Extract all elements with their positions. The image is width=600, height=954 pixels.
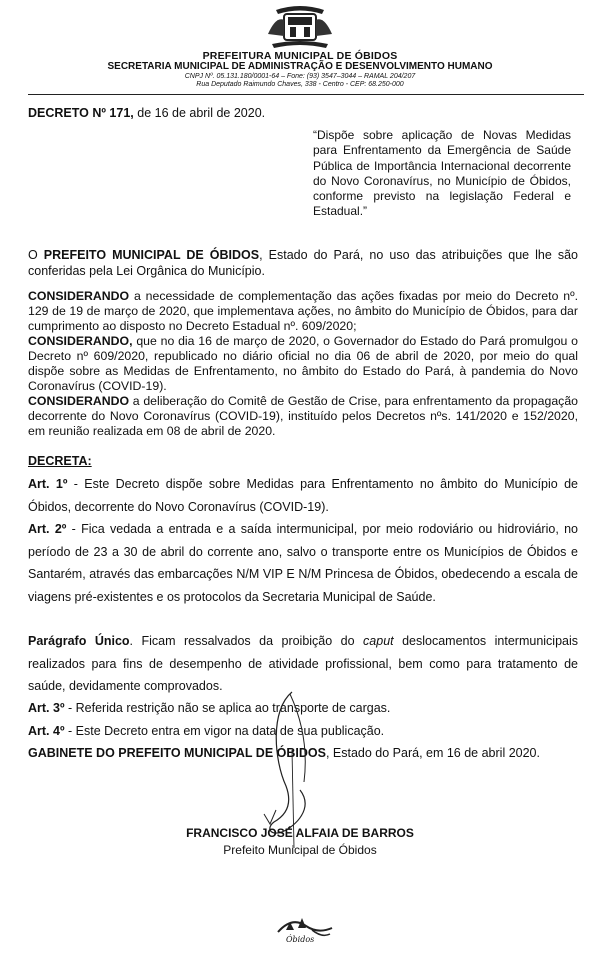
article-2 — [28, 518, 578, 608]
article-label: Art. 1º — [28, 477, 68, 491]
paragraph-text: deslocamentos intermunicipais realizados para fins de desempenho de atividade profissional, bem como para tratamento de saúde, devidamente comprovados. — [28, 634, 579, 693]
article-text: - Este Decreto entra em vigor na data de sua publicação. — [64, 724, 385, 738]
header-secretaria: SECRETARIA MUNICIPAL DE ADMINISTRAÇÃO E DESENVOLVIMENTO HUMANO — [107, 61, 493, 72]
decree-ementa: “Dispõe sobre aplicação de Novas Medidas para Enfrentamento da Emergência de Saúde Pública de Importância Internacional decorrente do Novo Coronavírus, no Município de Óbidos, conforme previsto na legislação Federal e Estadual.” — [313, 128, 571, 219]
decree-date: de 16 de abril de 2020. — [133, 106, 266, 120]
considerando-3 — [28, 394, 578, 439]
paragraph-label: Parágrafo Único — [28, 634, 130, 648]
article-text: - Referida restrição não se aplica ao transporte de cargas. — [64, 701, 391, 715]
considerando-text: a necessidade de complementação das ações fixadas por meio do Decreto nº. 129 de 19 de março de 2020, que implementava ações, no âmbito do Município de Óbidos, para dar cumprimento ao disposto no Decreto Estadual nº. 609/2020; — [28, 289, 578, 333]
article-1 — [28, 473, 578, 518]
article-label: Art. 3º — [28, 701, 65, 715]
article-text: - Este Decreto dispõe sobre Medidas para Enfrentamento no âmbito do Município de Óbidos, decorrente do Novo Coronavírus (COVID-19). — [28, 477, 578, 514]
decree-number: DECRETO Nº 171, — [28, 106, 134, 120]
considerando-text: que no dia 16 de março de 2020, o Governador do Estado do Pará promulgou o Decreto nº 609/2020, republicado no diário oficial no dia 06 de abril de 2020, por meio do qual dispõe sobre as Medidas de Enfrentamento, no âmbito do Estado do Pará, à pandemia do Novo Coronavírus (COVID-19). — [28, 334, 578, 393]
municipal-coat-of-arms-icon — [262, 4, 338, 50]
preamble — [28, 248, 578, 279]
paragraph-text: . Ficam ressalvados da proibição do — [129, 634, 364, 648]
paragrafo-unico — [28, 630, 578, 698]
footer-logo-text: Óbidos — [286, 935, 315, 944]
header-divider — [28, 94, 584, 95]
article-label: Art. 4º — [28, 724, 65, 738]
considerando-text: a deliberação do Comitê de Gestão de Crise, para enfrentamento da propagação decorrente do Novo Coronavírus (COVID-19), instituído pelos Decretos nºs. 141/2020 e 152/2020, em reunião realizada em 08 de abril de 2020. — [28, 394, 578, 438]
considerando-label: CONSIDERANDO, — [28, 334, 133, 348]
gabinete-bold: GABINETE DO PREFEITO MUNICIPAL DE ÓBIDOS — [28, 746, 326, 760]
paragraph-caput: caput — [363, 634, 394, 648]
header-prefeitura: PREFEITURA MUNICIPAL DE ÓBIDOS — [202, 50, 398, 62]
considerandos — [28, 289, 578, 439]
header-cnpj-phone: CNPJ Nº. 05.131.180/0001-64 – Fone: (93) 3547–3044 – RAMAL 204/207 — [184, 73, 416, 80]
considerando-1 — [28, 289, 578, 334]
signatory-name: FRANCISCO JOSÉ ALFAIA DE BARROS — [186, 826, 414, 840]
preamble-rest: , Estado do Pará, no uso das atribuições que lhe são conferidas pela Lei Orgânica do Município. — [28, 248, 578, 278]
considerando-label: CONSIDERANDO — [28, 394, 130, 408]
decreta-heading: DECRETA: — [28, 454, 92, 468]
gabinete-rest: , Estado do Pará, em 16 de abril 2020. — [325, 746, 540, 760]
considerando-2 — [28, 334, 578, 394]
preamble-bold: PREFEITO MUNICIPAL DE ÓBIDOS — [43, 248, 260, 262]
header-address: Rua Deputado Raimundo Chaves, 338 - Centro - CEP: 68.250-000 — [196, 81, 404, 88]
article-text: - Fica vedada a entrada e a saída intermunicipal, por meio rodoviário ou hidroviário, no período de 23 a 30 de abril do corrente ano, salvo o transporte entre os Municípios de Óbidos e Santarém, através das embarcações N/M VIP E N/M Princesa de Óbidos, obedecendo a escala de viagens pré-existentes e os protocolos da Secretaria Municipal de Saúde. — [28, 522, 578, 604]
decree-title — [28, 106, 265, 120]
article-label: Art. 2º — [28, 522, 67, 536]
signatory-role: Prefeito Municipal de Óbidos — [223, 843, 377, 857]
considerando-label: CONSIDERANDO — [28, 289, 130, 303]
preamble-prefix: O — [28, 248, 44, 262]
